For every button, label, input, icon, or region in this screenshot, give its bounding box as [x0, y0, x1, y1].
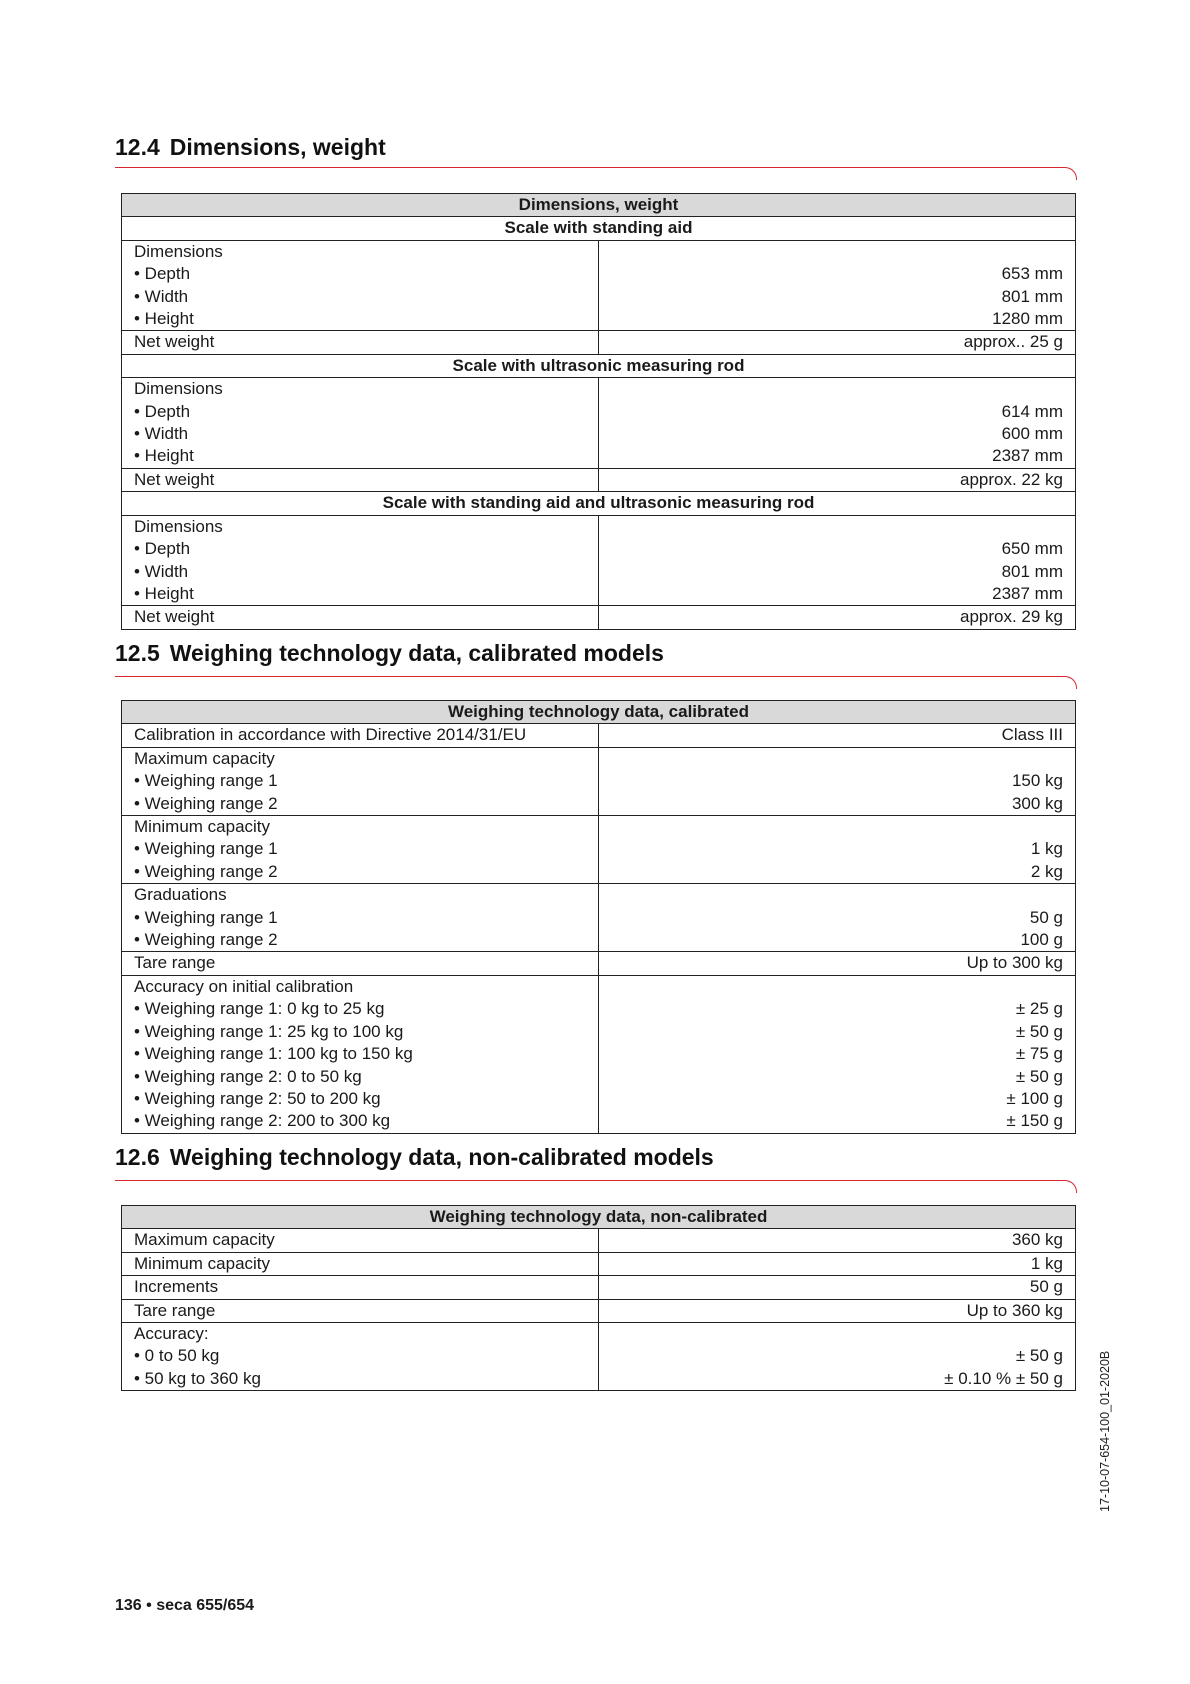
item-label: • Width	[134, 424, 189, 444]
row-label: Maximum capacity	[122, 1229, 599, 1252]
item-value: 2387 mm	[992, 446, 1063, 466]
item-label: • Weighing range 1: 100 kg to 150 kg	[134, 1044, 413, 1064]
item-label: • Weighing range 2: 0 to 50 kg	[134, 1066, 362, 1086]
item-label: • Depth	[134, 401, 191, 421]
row-label: Net weight	[122, 331, 599, 354]
item-value: 650 mm	[1001, 539, 1063, 559]
section-number: 12.6	[115, 1144, 160, 1170]
row-label: Net weight	[122, 468, 599, 491]
page-footer: 136 • seca 655/654	[115, 1597, 255, 1614]
table-row	[122, 884, 1076, 952]
item-value: ± 0.10 % ± 50 g	[944, 1368, 1063, 1388]
row-label: Maximum capacity	[134, 748, 275, 768]
row-value: 50 g	[599, 1276, 1076, 1299]
table-header: Weighing technology data, calibrated	[122, 701, 1076, 724]
row-value: 1 kg	[599, 1252, 1076, 1275]
item-label: • Height	[134, 446, 194, 466]
section-rule	[115, 167, 1077, 180]
item-label: • Weighing range 1: 25 kg to 100 kg	[134, 1021, 404, 1041]
section-rule	[115, 1180, 1077, 1193]
section-title	[115, 134, 386, 161]
item-value: 50 g	[1029, 907, 1063, 927]
row-label: Accuracy:	[134, 1324, 209, 1344]
item-value: 801 mm	[1001, 286, 1063, 306]
table-subheader: Scale with ultrasonic measuring rod	[122, 354, 1076, 377]
item-label: • 0 to 50 kg	[134, 1346, 220, 1366]
calibrated-table	[121, 700, 1076, 1134]
section-heading: Weighing technology data, non-calibrated models	[169, 1144, 714, 1170]
row-label: Tare range	[122, 952, 599, 975]
table-row	[122, 1276, 1076, 1299]
table-row	[122, 1299, 1076, 1322]
row-label: Calibration in accordance with Directive 2014/31/EU	[122, 724, 599, 747]
table-row	[122, 724, 1076, 747]
document-id: 17-10-07-654-100_01-2020B	[1098, 1350, 1112, 1512]
item-label: • Depth	[134, 539, 191, 559]
table-row	[122, 515, 1076, 606]
non-calibrated-table	[121, 1205, 1076, 1391]
section-title	[115, 640, 664, 667]
table-row	[122, 468, 1076, 491]
item-value: 300 kg	[1011, 793, 1063, 813]
table-row	[122, 1229, 1076, 1252]
item-value: ± 50 g	[1015, 1346, 1063, 1366]
item-value: 653 mm	[1001, 264, 1063, 284]
table-header: Weighing technology data, non-calibrated	[122, 1206, 1076, 1229]
table-row	[122, 240, 1076, 331]
item-value: 150 kg	[1011, 771, 1063, 791]
table-row	[122, 747, 1076, 815]
row-label: Dimensions	[134, 241, 223, 261]
item-label: • Weighing range 1: 0 kg to 25 kg	[134, 999, 385, 1019]
section-heading: Weighing technology data, calibrated models	[169, 640, 664, 666]
item-label: • Weighing range 2	[134, 861, 278, 881]
item-label: • Height	[134, 309, 194, 329]
row-value: Class III	[599, 724, 1076, 747]
table-row	[122, 975, 1076, 1133]
table-header: Dimensions, weight	[122, 194, 1076, 217]
row-value: Up to 360 kg	[599, 1299, 1076, 1322]
item-value: ± 50 g	[1015, 1021, 1063, 1041]
row-label: Minimum capacity	[122, 1252, 599, 1275]
item-label: • Weighing range 2: 200 to 300 kg	[134, 1111, 391, 1131]
row-label: Dimensions	[134, 516, 223, 536]
item-value: ± 75 g	[1015, 1044, 1063, 1064]
item-label: • Weighing range 1	[134, 907, 278, 927]
item-label: • Weighing range 1	[134, 771, 278, 791]
item-value: ± 50 g	[1015, 1066, 1063, 1086]
item-value: ± 25 g	[1015, 999, 1063, 1019]
row-value: 360 kg	[599, 1229, 1076, 1252]
item-label: • 50 kg to 360 kg	[134, 1368, 261, 1388]
item-value: 1 kg	[1030, 839, 1063, 859]
table-row	[122, 606, 1076, 629]
item-label: • Weighing range 1	[134, 839, 278, 859]
table-row	[122, 331, 1076, 354]
row-value: Up to 300 kg	[599, 952, 1076, 975]
item-value: ± 150 g	[1006, 1111, 1063, 1131]
item-value: ± 100 g	[1006, 1088, 1063, 1108]
row-value: approx. 29 kg	[599, 606, 1076, 629]
row-label: Dimensions	[134, 379, 223, 399]
row-label: Minimum capacity	[134, 817, 271, 837]
table-row	[122, 952, 1076, 975]
item-label: • Height	[134, 583, 194, 603]
item-label: • Weighing range 2	[134, 793, 278, 813]
table-row	[122, 1323, 1076, 1391]
item-value: 801 mm	[1001, 561, 1063, 581]
row-value: approx.. 25 g	[599, 331, 1076, 354]
row-label: Tare range	[122, 1299, 599, 1322]
dimensions-table	[121, 193, 1076, 630]
item-label: • Weighing range 2	[134, 930, 278, 950]
item-label: • Weighing range 2: 50 to 200 kg	[134, 1088, 381, 1108]
table-subheader: Scale with standing aid	[122, 217, 1076, 240]
table-row	[122, 378, 1076, 469]
section-rule	[115, 676, 1077, 689]
item-value: 2 kg	[1030, 861, 1063, 881]
item-value: 2387 mm	[992, 583, 1063, 603]
section-title	[115, 1144, 714, 1171]
row-label: Accuracy on initial calibration	[134, 976, 354, 996]
item-label: • Width	[134, 286, 189, 306]
table-subheader: Scale with standing aid and ultrasonic measuring rod	[122, 492, 1076, 515]
row-label: Increments	[122, 1276, 599, 1299]
section-number: 12.4	[115, 134, 160, 160]
row-label: Graduations	[134, 885, 227, 905]
table-row	[122, 816, 1076, 884]
section-heading: Dimensions, weight	[169, 134, 386, 160]
item-value: 614 mm	[1001, 401, 1063, 421]
item-value: 1280 mm	[992, 309, 1063, 329]
row-value: approx. 22 kg	[599, 468, 1076, 491]
table-row	[122, 1252, 1076, 1275]
section-number: 12.5	[115, 640, 160, 666]
item-label: • Depth	[134, 264, 191, 284]
item-value: 100 g	[1020, 930, 1063, 950]
item-value: 600 mm	[1001, 424, 1063, 444]
item-label: • Width	[134, 561, 189, 581]
row-label: Net weight	[122, 606, 599, 629]
